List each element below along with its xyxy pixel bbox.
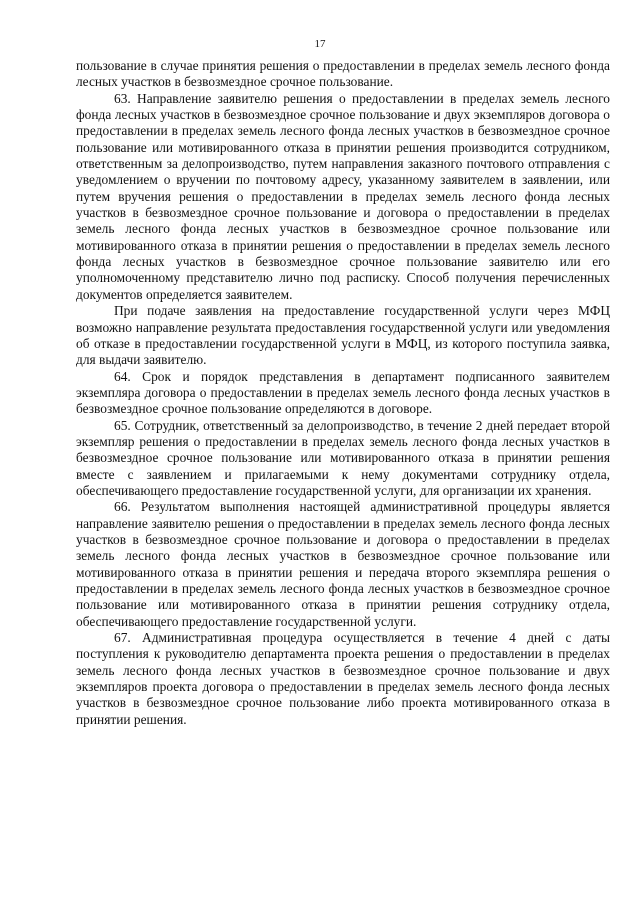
- paragraph-67: 67. Административная процедура осуществляется в течение 4 дней с даты поступления к руководителю департамента проекта решения о предоставлении в пределах земель лесного фонда лесных участков в безвозмездное срочное пользование и двух экземпляров проекта договора о предоставлении в пределах земель лесного фонда лесных участков в безвозмездное срочное пользование либо проекта мотивированного отказа в принятии решения.: [76, 630, 610, 727]
- paragraph-continuation: пользование в случае принятия решения о предоставлении в пределах земель лесного фонда лесных участков в безвозмездное срочное пользование.: [76, 58, 610, 90]
- document-body: [76, 58, 610, 728]
- paragraph-63: 63. Направление заявителю решения о предоставлении в пределах земель лесного фонда лесных участков в безвозмездное срочное пользование и двух экземпляров договора о предоставлении в пределах земель лесного фонда лесных участков в безвозмездное срочное пользование или мотивированного отказа в принятии решения производится сотрудником, ответственным за делопроизводство, путем направления заказного почтового отправления с уведомлением о вручении по почтовому адресу, указанному заявителем в заявлении, или путем вручения решения о предоставлении в пределах земель лесного фонда лесных участков в безвозмездное срочное пользование и договора о предоставлении в пределах земель лесного фонда лесных участков в безвозмездное срочное пользование или мотивированного отказа в принятии решения о предоставлении в пределах земель лесного фонда лесных участков в безвозмездное срочное пользование заявителю или его уполномоченному представителю лично под расписку. Способ получения перечисленных документов определяется заявителем.: [76, 90, 610, 302]
- page-number: 17: [314, 38, 326, 50]
- paragraph-65: 65. Сотрудник, ответственный за делопроизводство, в течение 2 дней передает второй экземпляр решения о предоставлении в пределах земель лесного фонда лесных участков в безвозмездное срочное пользование или мотивированного отказа в принятии решения вместе с заявлением и прилагаемыми к нему документами сотруднику отдела, обеспечивающего предоставление государственной услуги, для организации их хранения.: [76, 417, 610, 498]
- paragraph-64: 64. Срок и порядок представления в департамент подписанного заявителем экземпляра договора о предоставлении в пределах земель лесного фонда лесных участков в безвозмездное срочное пользование определяются в договоре.: [76, 368, 610, 417]
- paragraph-66: 66. Результатом выполнения настоящей административной процедуры является направление заявителю решения о предоставлении в пределах земель лесного фонда лесных участков в безвозмездное срочное пользование и договора о предоставлении в пределах земель лесного фонда лесных участков в безвозмездное срочное пользование или мотивированного отказа в принятии решения и передача второго экземпляра решения о предоставлении в пределах земель лесного фонда лесных участков в безвозмездное срочное пользование или мотивированного отказа в принятии решения сотруднику отдела, обеспечивающего предоставление государственной услуги.: [76, 499, 610, 629]
- paragraph-mfc: При подаче заявления на предоставление государственной услуги через МФЦ возможно направление результата предоставления государственной услуги или уведомления об отказе в предоставлении государственной услуги в МФЦ, из которого поступила заявка, для выдачи заявителю.: [76, 303, 610, 368]
